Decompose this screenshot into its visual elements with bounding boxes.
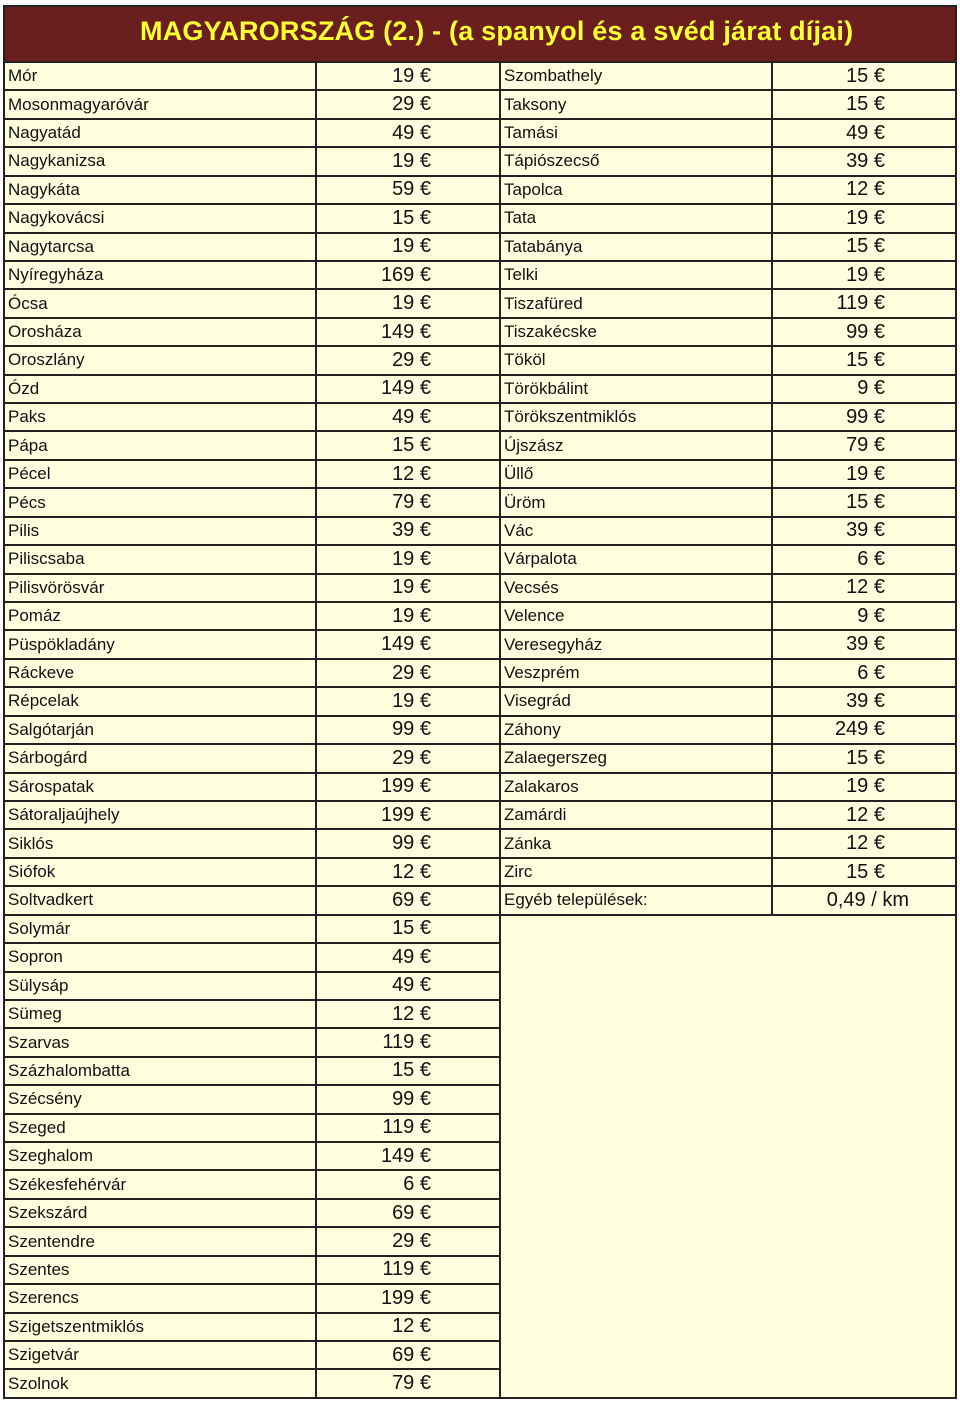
- city-name: Sülysáp: [8, 975, 69, 995]
- price-value: 149 €: [380, 320, 431, 343]
- price-value: 15 €: [846, 348, 885, 371]
- page-title: MAGYARORSZÁG (2.) - (a spanyol és a svéd járat díjai): [140, 16, 854, 46]
- city-name: Sátoraljaújhely: [8, 805, 120, 825]
- city-name: Szentes: [8, 1259, 70, 1279]
- table-row: [5, 859, 499, 887]
- price-value: 0,49 / km: [826, 888, 909, 911]
- table-row: [5, 404, 499, 432]
- table-row: [5, 262, 499, 290]
- table-row: [5, 177, 499, 205]
- table-row: [5, 1370, 499, 1398]
- table-row: [5, 830, 499, 858]
- city-name: Soltvadkert: [8, 890, 94, 910]
- price-value: 29 €: [392, 93, 431, 116]
- price-value: 99 €: [392, 1087, 431, 1110]
- table-row: [5, 1029, 499, 1057]
- price-value: 39 €: [846, 519, 885, 542]
- city-name: Pomáz: [8, 606, 61, 626]
- price-value: 19 €: [392, 64, 431, 87]
- price-value: 79 €: [392, 1372, 431, 1395]
- table-row: [501, 290, 955, 318]
- price-value: 19 €: [846, 206, 885, 229]
- table-row: [5, 63, 499, 91]
- price-value: 49 €: [392, 945, 431, 968]
- table-row: [5, 1257, 499, 1285]
- price-value: 149 €: [380, 633, 431, 656]
- city-name: Tiszakécske: [504, 322, 597, 341]
- city-name: Tiszafüred: [504, 293, 583, 313]
- city-name: Siófok: [8, 862, 56, 882]
- price-value: 12 €: [392, 860, 431, 883]
- table-row: [501, 717, 955, 745]
- city-name: Várpalota: [504, 549, 577, 569]
- price-value: 15 €: [846, 491, 885, 514]
- table-row: [5, 631, 499, 659]
- city-name: Zirc: [504, 862, 533, 882]
- city-name: Zalaegerszeg: [504, 748, 608, 768]
- table-row: [501, 518, 955, 546]
- city-name: Pápa: [8, 435, 48, 455]
- table-row: [501, 859, 955, 887]
- city-name: Pilisvörösvár: [8, 577, 105, 597]
- city-name: Záhony: [504, 719, 561, 739]
- price-value: 99 €: [392, 718, 431, 741]
- city-name: Tatabánya: [504, 236, 583, 256]
- price-value: 39 €: [846, 633, 885, 656]
- table-row: [5, 745, 499, 773]
- city-name: Szolnok: [8, 1373, 69, 1393]
- table-row: [5, 489, 499, 517]
- price-value: 29 €: [392, 1230, 431, 1252]
- table-row: [5, 376, 499, 404]
- table-row: [5, 688, 499, 716]
- price-value: 49 €: [392, 405, 431, 428]
- city-name: Salgótarján: [8, 719, 95, 739]
- table-row: [501, 887, 955, 915]
- city-name: Szeged: [8, 1117, 66, 1137]
- table-row: [5, 120, 499, 148]
- city-name: Telki: [504, 265, 539, 285]
- price-value: 12 €: [846, 832, 885, 855]
- table-row: [5, 603, 499, 631]
- table-row: [501, 148, 955, 176]
- price-table: [3, 5, 957, 1399]
- table-row: [5, 887, 499, 915]
- city-name: Nagykanizsa: [8, 151, 106, 171]
- city-name: Nagytarcsa: [8, 236, 94, 256]
- city-name: Mór: [8, 66, 38, 86]
- table-row: [501, 546, 955, 574]
- table-row: [501, 177, 955, 205]
- city-name: Tököl: [504, 350, 546, 370]
- table-row: [5, 1314, 499, 1342]
- price-value: 12 €: [392, 462, 431, 485]
- table-row: [5, 290, 499, 318]
- price-value: 29 €: [392, 348, 431, 371]
- price-value: 19 €: [392, 547, 431, 570]
- table-row: [501, 802, 955, 830]
- table-row: [501, 830, 955, 858]
- table-row: [5, 1171, 499, 1199]
- table-row: [501, 461, 955, 489]
- city-name: Ócsa: [8, 293, 48, 313]
- city-name: Törökbálint: [504, 378, 589, 398]
- city-name: Szerencs: [8, 1288, 79, 1308]
- price-value: 9 €: [857, 604, 885, 627]
- price-value: 79 €: [392, 491, 431, 514]
- table-row: [501, 234, 955, 262]
- city-name: Nagykáta: [8, 179, 80, 199]
- price-value: 249 €: [834, 718, 885, 741]
- table-row: [5, 518, 499, 546]
- price-value: 29 €: [392, 661, 431, 684]
- city-name: Piliscsaba: [8, 549, 85, 569]
- price-value: 12 €: [392, 1002, 431, 1025]
- right-column: [501, 63, 955, 916]
- table-row: [5, 1001, 499, 1029]
- city-name: Ózd: [8, 378, 40, 398]
- price-value: 39 €: [846, 689, 885, 712]
- price-value: 149 €: [380, 377, 431, 400]
- city-name: Püspökladány: [8, 634, 115, 654]
- table-row: [501, 262, 955, 290]
- city-name: Szigetvár: [8, 1345, 79, 1365]
- city-name: Szécsény: [8, 1089, 82, 1109]
- table-row: [501, 319, 955, 347]
- city-name: Szombathely: [504, 66, 603, 86]
- city-name: Üröm: [504, 492, 546, 512]
- table-row: [501, 489, 955, 517]
- table-row: [5, 1086, 499, 1114]
- city-name: Zánka: [504, 833, 552, 853]
- table-row: [5, 205, 499, 233]
- price-value: 49 €: [846, 121, 885, 144]
- table-header: [5, 7, 955, 63]
- city-name: Sopron: [8, 947, 63, 967]
- table-row: [5, 1285, 499, 1313]
- left-column: [5, 63, 499, 1399]
- price-value: 69 €: [392, 1343, 431, 1366]
- table-row: [5, 1200, 499, 1228]
- price-value: 59 €: [392, 178, 431, 201]
- city-name: Pécs: [8, 492, 46, 512]
- table-row: [501, 120, 955, 148]
- city-name: Nagykovácsi: [8, 208, 105, 228]
- city-name: Visegrád: [504, 691, 571, 711]
- price-value: 12 €: [846, 803, 885, 826]
- city-name: Siklós: [8, 833, 54, 853]
- city-name: Veresegyház: [504, 634, 603, 654]
- price-value: 49 €: [392, 121, 431, 144]
- city-name: Oroszlány: [8, 350, 85, 370]
- table-row: [5, 916, 499, 944]
- price-value: 119 €: [836, 292, 885, 315]
- city-name: Velence: [504, 606, 565, 626]
- price-value: 15 €: [392, 434, 431, 457]
- price-value: 49 €: [392, 974, 431, 997]
- table-row: [501, 205, 955, 233]
- table-row: [5, 1143, 499, 1171]
- city-name: Tamási: [504, 123, 558, 143]
- table-row: [501, 376, 955, 404]
- table-row: [5, 461, 499, 489]
- price-value: 99 €: [846, 405, 885, 428]
- city-name: Solymár: [8, 918, 71, 938]
- city-name: Tapolca: [504, 179, 563, 199]
- table-row: [501, 688, 955, 716]
- price-value: 99 €: [392, 832, 431, 855]
- city-name: Székesfehérvár: [8, 1174, 127, 1194]
- table-row: [501, 774, 955, 802]
- price-value: 12 €: [846, 178, 885, 201]
- table-row: [501, 91, 955, 119]
- price-value: 15 €: [846, 860, 885, 883]
- price-value: 15 €: [392, 1059, 431, 1082]
- price-value: 39 €: [392, 519, 431, 542]
- city-name: Tata: [504, 208, 537, 228]
- price-value: 15 €: [392, 917, 431, 940]
- table-row: [501, 631, 955, 659]
- price-value: 19 €: [392, 292, 431, 315]
- city-name: Orosháza: [8, 322, 82, 341]
- table-row: [501, 432, 955, 460]
- city-name: Sárospatak: [8, 776, 94, 796]
- table-row: [5, 148, 499, 176]
- table-row: [5, 802, 499, 830]
- price-value: 12 €: [392, 1315, 431, 1338]
- table-row: [5, 234, 499, 262]
- city-name: Nyíregyháza: [8, 265, 104, 285]
- city-name: Paks: [8, 407, 46, 427]
- city-name: Vác: [504, 520, 534, 540]
- price-value: 119 €: [382, 1258, 431, 1281]
- table-row: [501, 404, 955, 432]
- price-value: 19 €: [846, 263, 885, 286]
- price-value: 19 €: [392, 604, 431, 627]
- price-value: 29 €: [392, 746, 431, 769]
- city-name: Szentendre: [8, 1231, 95, 1251]
- price-value: 15 €: [846, 93, 885, 116]
- price-value: 99 €: [846, 320, 885, 343]
- city-name: Sümeg: [8, 1004, 62, 1024]
- table-row: [5, 1342, 499, 1370]
- price-value: 15 €: [846, 235, 885, 258]
- city-name: Tápiószecső: [504, 151, 600, 171]
- table-row: [5, 432, 499, 460]
- price-value: 199 €: [380, 1286, 431, 1309]
- city-name: Veszprém: [504, 663, 580, 683]
- table-row: [5, 91, 499, 119]
- city-name: Vecsés: [504, 577, 559, 597]
- city-name: Szarvas: [8, 1032, 70, 1052]
- city-name: Ráckeve: [8, 663, 75, 683]
- price-value: 119 €: [382, 1031, 431, 1054]
- price-value: 69 €: [392, 888, 431, 911]
- price-value: 6 €: [403, 1173, 431, 1196]
- table-row: [5, 1228, 499, 1256]
- table-row: [501, 603, 955, 631]
- city-name: Újszász: [504, 435, 564, 455]
- city-name: Szekszárd: [8, 1203, 88, 1223]
- city-name: Mosonmagyaróvár: [8, 94, 149, 114]
- price-value: 6 €: [857, 547, 885, 570]
- price-value: 69 €: [392, 1201, 431, 1224]
- table-row: [5, 319, 499, 347]
- city-name: Zalakaros: [504, 776, 579, 796]
- price-value: 149 €: [380, 1144, 431, 1167]
- price-value: 19 €: [846, 775, 885, 798]
- price-value: 19 €: [392, 149, 431, 172]
- table-row: [5, 717, 499, 745]
- table-row: [501, 745, 955, 773]
- price-value: 169 €: [380, 263, 431, 286]
- table-row: [501, 660, 955, 688]
- price-value: 15 €: [392, 206, 431, 229]
- price-value: 199 €: [380, 803, 431, 826]
- city-name: Répcelak: [8, 691, 79, 711]
- city-name: Sárbogárd: [8, 748, 88, 768]
- price-value: 19 €: [846, 462, 885, 485]
- table-row: [5, 973, 499, 1001]
- table-row: [5, 575, 499, 603]
- table-row: [5, 1058, 499, 1086]
- price-value: 19 €: [392, 235, 431, 258]
- city-name: Üllő: [504, 464, 534, 484]
- table-row: [5, 774, 499, 802]
- price-value: 9 €: [857, 377, 885, 400]
- price-value: 39 €: [846, 149, 885, 172]
- city-name: Zamárdi: [504, 805, 567, 825]
- price-value: 199 €: [380, 775, 431, 798]
- city-name: Törökszentmiklós: [504, 407, 637, 427]
- table-row: [5, 347, 499, 375]
- city-name: Pécel: [8, 464, 51, 484]
- city-name: Szigetszentmiklós: [8, 1316, 145, 1336]
- table-row: [5, 1115, 499, 1143]
- price-value: 79 €: [846, 434, 885, 457]
- table-row: [501, 347, 955, 375]
- price-value: 12 €: [846, 576, 885, 599]
- price-value: 119 €: [382, 1116, 431, 1139]
- price-value: 15 €: [846, 746, 885, 769]
- city-name: Egyéb települések:: [504, 890, 648, 910]
- table-row: [5, 546, 499, 574]
- city-name: Szeghalom: [8, 1146, 94, 1166]
- city-name: Százhalombatta: [8, 1060, 130, 1080]
- price-value: 19 €: [392, 689, 431, 712]
- table-row: [501, 575, 955, 603]
- city-name: Taksony: [504, 94, 567, 114]
- city-name: Pilis: [8, 520, 40, 540]
- price-value: 15 €: [846, 64, 885, 87]
- table-row: [501, 63, 955, 91]
- price-value: 19 €: [392, 576, 431, 599]
- table-row: [5, 660, 499, 688]
- table-row: [5, 944, 499, 972]
- price-value: 6 €: [857, 661, 885, 684]
- city-name: Nagyatád: [8, 123, 81, 143]
